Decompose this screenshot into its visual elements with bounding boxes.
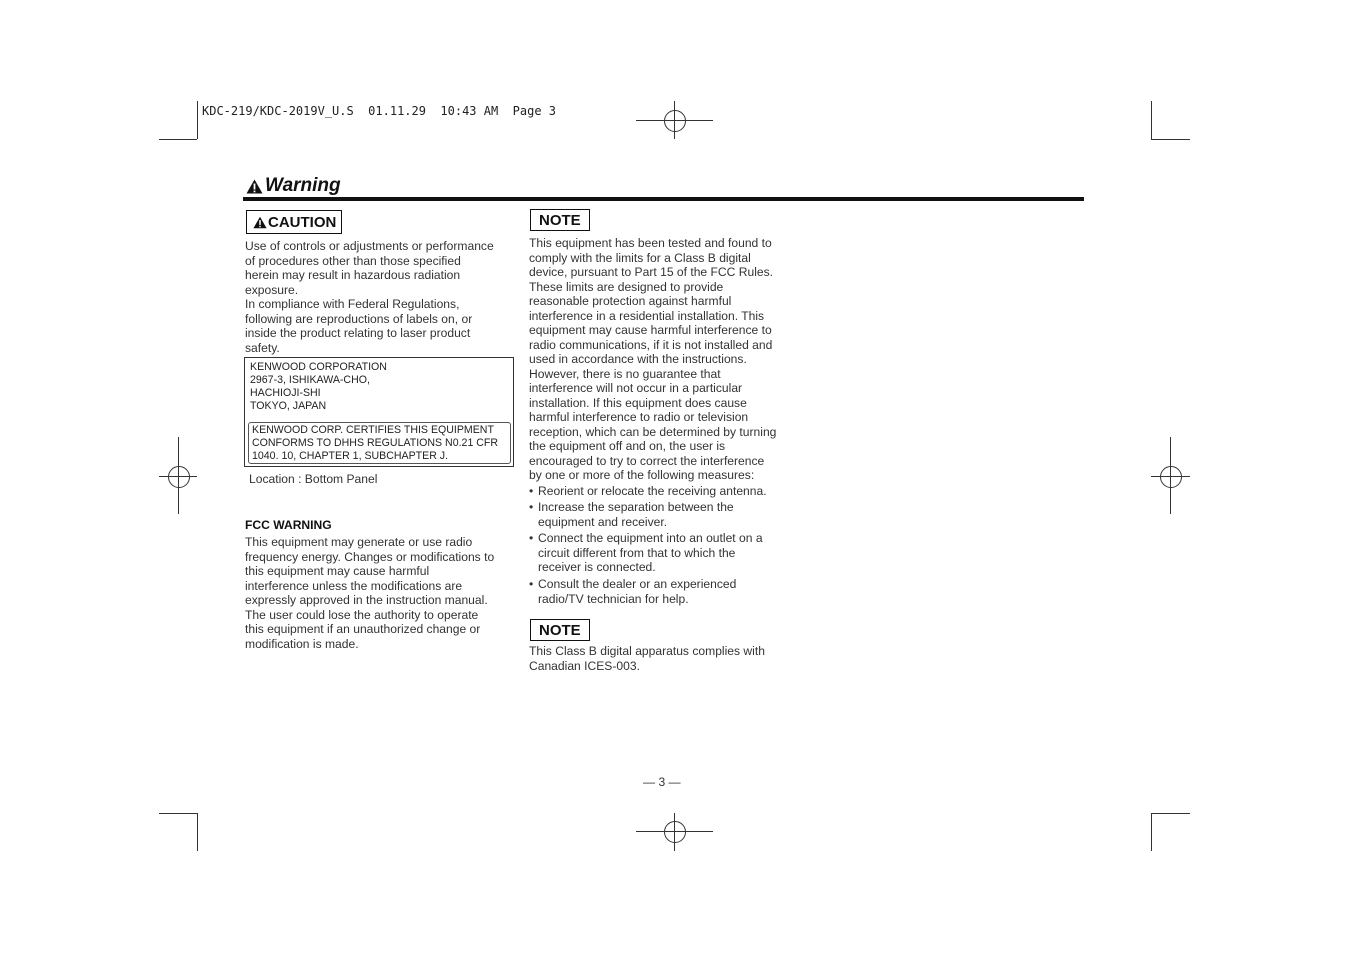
label-address: KENWOOD CORPORATION 2967-3, ISHIKAWA-CHO, HACHIOJI-SHI TOKYO, JAPAN (250, 361, 387, 412)
label-location: Location : Bottom Panel (249, 472, 378, 486)
list-item: • Reorient or relocate the receiving antenna. (529, 484, 767, 499)
caution-label-text: CAUTION (268, 213, 337, 231)
list-item: • Consult the dealer or an experienced radio/TV technician for help. (529, 577, 736, 606)
fcc-text: This equipment may generate or use radio frequency energy. Changes or modifications to this equipment may cause harmful interference unless the modifications are expressly approved in the instruction manual. The user could lose the authority to operate this equipment if an unauthorized change or modification is made. (245, 535, 495, 651)
section-title (246, 175, 341, 197)
note-label: NOTE (530, 209, 590, 231)
caution-label (246, 210, 342, 234)
page-number: — 3 — (643, 775, 681, 789)
note-label-2: NOTE (530, 619, 590, 641)
print-slug: KDC-219/KDC-2019V_U.S 01.11.29 10:43 AM Page 3 (202, 104, 557, 118)
fcc-heading: FCC WARNING (245, 518, 332, 532)
laser-product-label (244, 357, 514, 467)
note-canada-text: This Class B digital apparatus complies with Canadian ICES-003. (529, 644, 765, 673)
note-fcc-text: This equipment has been tested and found to comply with the limits for a Class B digital device, pursuant to Part 15 of the FCC Rules. These limits are designed to provide reasonable protection against harmful interference in a residential installation. This equipment may cause harmful interference to radio communications, if it is not installed and used in accordance with the instructions. However, there is no guarantee that interference will not occur in a particular installation. If this equipment does cause harmful interference to radio or television reception, which can be determined by turning the equipment off and on, the user is encouraged to try to correct the interference by one or more of the following measures: (529, 236, 777, 482)
caution-text: Use of controls or adjustments or performance of procedures other than those specified herein may result in hazardous radiation exposure. In compliance with Federal Regulations, following are reproductions of labels on, or inside the product relating to laser product safety. (245, 239, 494, 355)
warning-triangle-icon (253, 216, 267, 229)
section-title-text: Warning (265, 175, 341, 196)
label-certification: KENWOOD CORP. CERTIFIES THIS EQUIPMENT CONFORMS TO DHHS REGULATIONS N0.21 CFR 1040. 10, CHAPTER 1, SUBCHAPTER J. (248, 422, 511, 464)
warning-triangle-icon (246, 179, 263, 194)
list-item: • Connect the equipment into an outlet on a circuit different from that to which the receiver is connected. (529, 531, 763, 575)
title-rule (243, 197, 1084, 201)
list-item: • Increase the separation between the equipment and receiver. (529, 500, 734, 529)
